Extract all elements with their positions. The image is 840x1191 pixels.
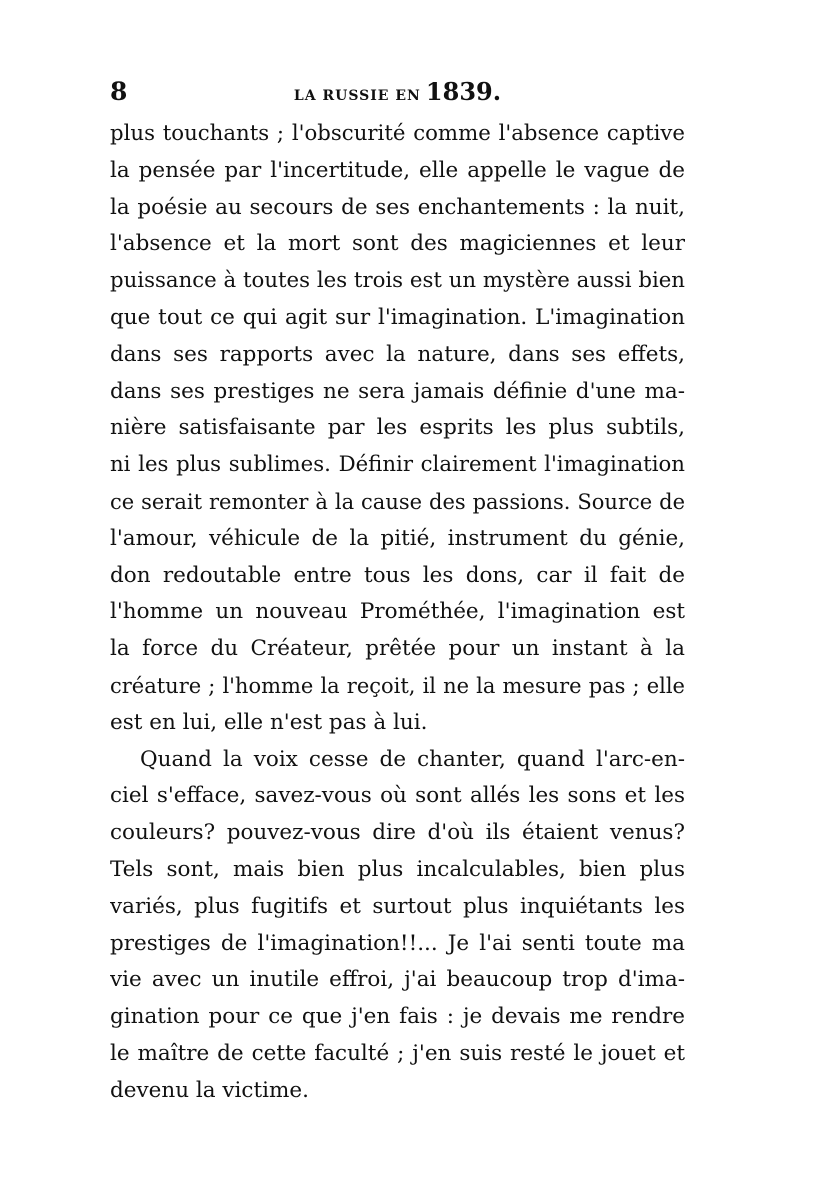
text-line: prestiges de l'imagination!!... Je l'ai senti toute ma [110,930,685,956]
text-line: Tels sont, mais bien plus incalculables, bien plus [110,856,685,882]
paragraph-1 [110,116,685,742]
text-line: plus touchants ; l'obscurité comme l'absence captive [110,121,685,146]
text-line: créature ; l'homme la reçoit, il ne la mesure pas ; elle [110,673,685,698]
text-line: que tout ce qui agit sur l'imagination. L'imagination [110,304,685,330]
text-line: gination pour ce que j'en fais : je devais me rendre [110,1004,685,1030]
paragraph-2 [110,742,685,1110]
page-body [110,116,685,1110]
page-number: 8 [110,77,128,106]
text-line: l'amour, véhicule de la pitié, instrument du génie, [110,525,685,551]
text-line: vie avec un inutile effroi, j'ai beaucoup trop d'ima- [110,967,685,993]
text-line: nière satisfaisante par les esprits les plus subtils, [110,415,685,441]
text-line: don redoutable entre tous les dons, car il fait de [110,562,685,588]
text-line: l'homme un nouveau Prométhée, l'imagination est [110,599,685,625]
text-line: puissance à toutes les trois est un mystère aussi bien [110,268,685,294]
text-line: le maître de cette faculté ; j'en suis resté le jouet et [110,1040,685,1066]
text-line: variés, plus fugitifs et surtout plus inquiétants les [110,893,685,919]
text-line: l'absence et la mort sont des magiciennes et leur [110,231,685,257]
text-line: dans ses rapports avec la nature, dans ses effets, [110,341,685,367]
text-line: ciel s'efface, savez-vous où sont allés les sons et les [110,783,685,809]
running-title-year: 1839. [425,77,502,106]
page-header [110,74,685,110]
text-line: la force du Créateur, prêtée pour un instant à la [110,636,685,662]
text-line: ni les plus sublimes. Définir clairement l'imagination [110,452,685,478]
text-line: la poésie au secours de ses enchantements : la nuit, [110,194,685,220]
text-line: la pensée par l'incertitude, elle appelle le vague de [110,157,685,183]
text-line: dans ses prestiges ne sera jamais définie d'une ma- [110,378,685,404]
text-line: ce serait remonter à la cause des passions. Source de [110,489,685,514]
text-line: est en lui, elle n'est pas à lui. [110,709,428,735]
running-title [110,74,685,114]
running-title-text: LA RUSSIE EN [293,88,421,104]
text-line: couleurs? pouvez-vous dire d'où ils étaient venus? [110,820,685,846]
text-line: Quand la voix cesse de chanter, quand l'arc-en- [140,746,685,772]
text-line: devenu la victime. [110,1077,309,1103]
